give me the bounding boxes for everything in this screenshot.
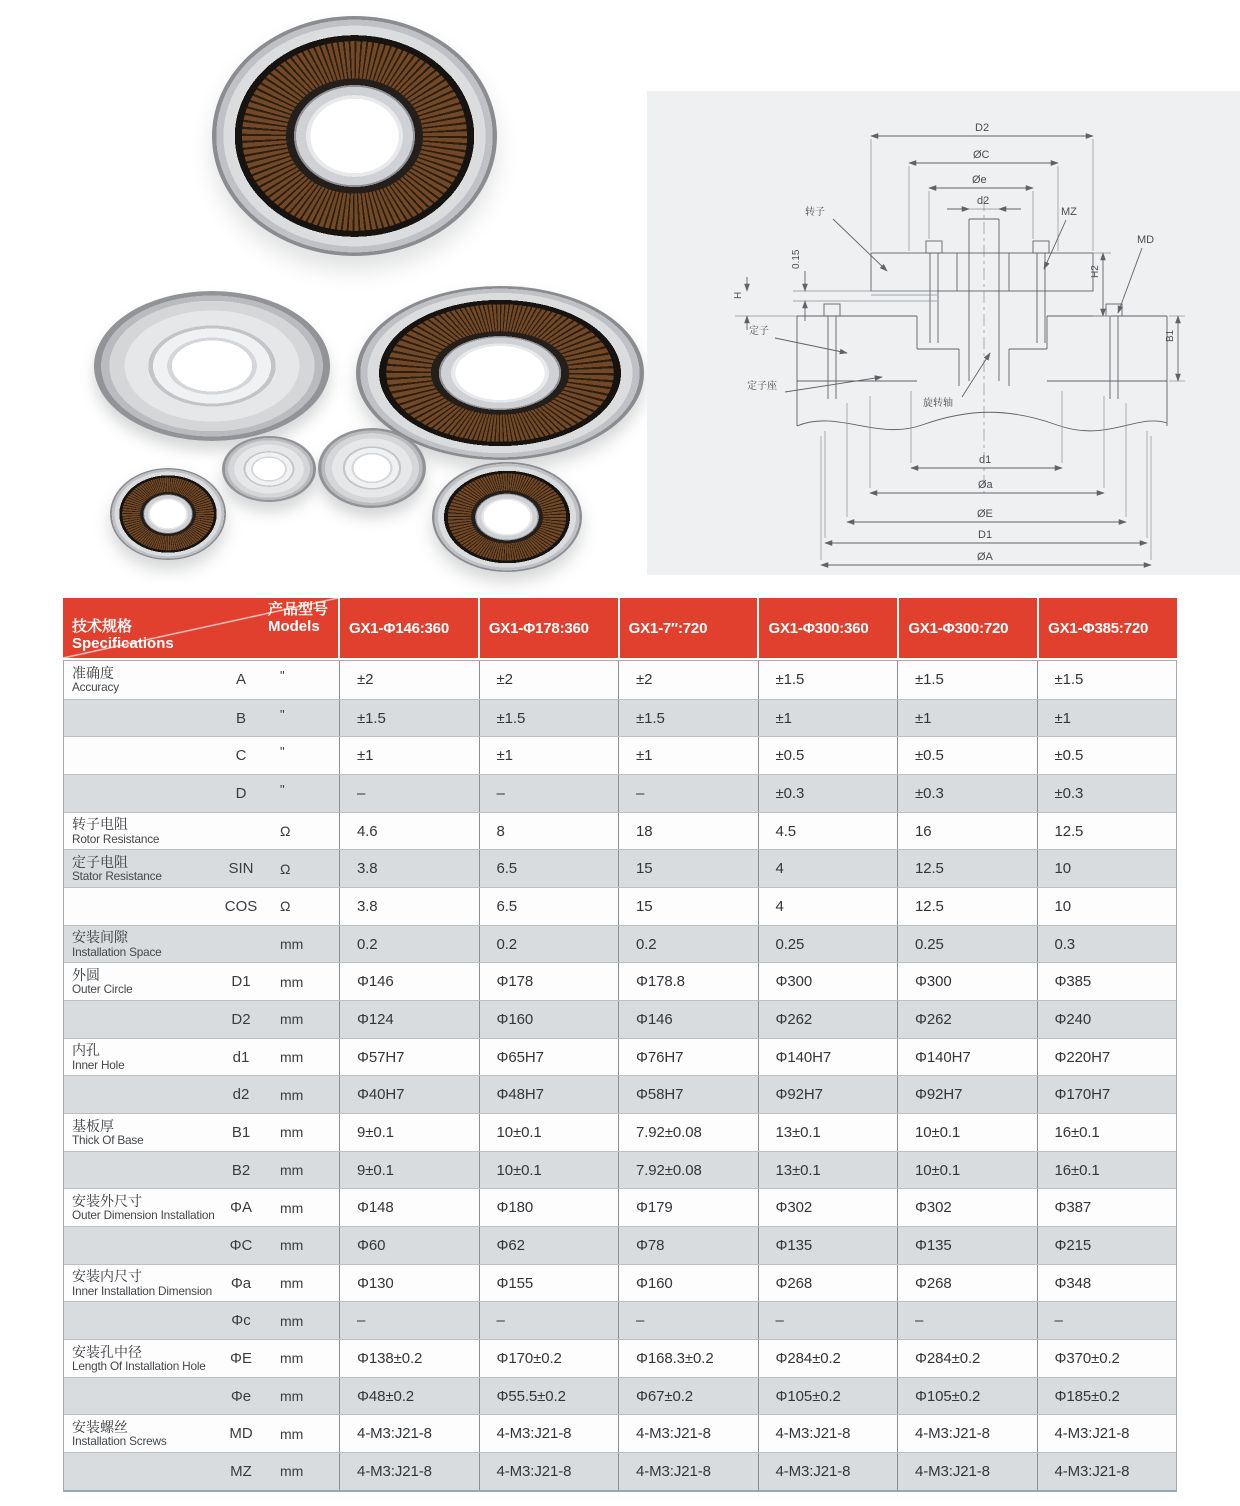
spec-value-cell: Φ146 [339, 963, 479, 1000]
row-group-label [64, 1378, 216, 1415]
row-unit: Ω [280, 823, 291, 840]
spec-value-cell: 12.5 [897, 888, 1037, 925]
row-group-label [64, 737, 216, 774]
spec-value-cell: – [339, 1302, 479, 1339]
row-unit: mm [280, 1124, 304, 1141]
row-group-label [64, 1114, 216, 1151]
spec-value-cell: Φ268 [897, 1265, 1037, 1302]
models-corner-label [268, 602, 328, 636]
model-column-header: GX1-7″:720 [618, 598, 758, 658]
dim-label-oc: ØC [973, 149, 990, 161]
spec-value-cell: Φ146 [618, 1001, 758, 1038]
row-symbol: SIN [228, 860, 254, 878]
spec-value-cell: 13±0.1 [758, 1114, 898, 1151]
table-row [64, 1075, 1176, 1113]
spec-value-cell: Φ76H7 [618, 1039, 758, 1076]
row-group-label [64, 850, 216, 887]
spec-value-cell: 16±0.1 [1037, 1152, 1177, 1189]
spec-value-cell: Φ135 [897, 1227, 1037, 1264]
spec-value-cell: 4-M3:J21-8 [618, 1415, 758, 1452]
spec-value-cell: ±1.5 [897, 661, 1037, 699]
spec-value-cell: ±1 [758, 700, 898, 737]
spec-value-cell: Φ385 [1037, 963, 1177, 1000]
row-symbol: D1 [231, 973, 251, 991]
spec-value-cell: ±1.5 [1037, 661, 1177, 699]
spec-value-cell: Φ60 [339, 1227, 479, 1264]
row-unit: mm [280, 1086, 304, 1103]
spec-value-cell: Φ130 [339, 1265, 479, 1302]
spec-value-cell: ±0.5 [758, 737, 898, 774]
row-group-label [64, 1340, 216, 1377]
row-symbol: Φa [230, 1274, 252, 1292]
table-row [64, 812, 1176, 850]
row-unit: mm [280, 1199, 304, 1216]
table-row [64, 1264, 1176, 1302]
spec-value-cell: Φ168.3±0.2 [618, 1340, 758, 1377]
dim-label-b1: B1 [1165, 329, 1176, 342]
group-label-en: Stator Resistance [72, 869, 162, 884]
row-unit: Ω [280, 860, 291, 877]
group-label-zh: 内孔 [72, 1042, 100, 1059]
stator-label: 定子 [749, 326, 769, 337]
spec-value-cell: 7.92±0.08 [618, 1114, 758, 1151]
row-symbol: B1 [231, 1123, 251, 1141]
row-symbol: ΦC [229, 1236, 253, 1254]
table-row [64, 962, 1176, 1000]
table-row [64, 1113, 1176, 1151]
spec-value-cell: Φ124 [339, 1001, 479, 1038]
dim-label-d2-top: D2 [975, 122, 990, 134]
row-group-label [64, 1227, 216, 1264]
spec-value-cell: Φ48H7 [479, 1076, 619, 1113]
rotor-label: 转子 [805, 207, 825, 218]
row-unit: mm [280, 1275, 304, 1292]
spec-value-cell: – [479, 775, 619, 812]
spec-value-cell: 16 [897, 813, 1037, 850]
row-symbol: C [235, 747, 247, 765]
spec-value-cell: ±2 [339, 661, 479, 699]
table-row [64, 925, 1176, 963]
group-label-zh: 转子电阻 [72, 816, 128, 833]
model-column-header: GX1-Φ300:360 [757, 598, 897, 658]
group-label-en: Installation Screws [72, 1434, 167, 1449]
spec-value-cell: ±1.5 [618, 700, 758, 737]
spec-value-cell: Φ170H7 [1037, 1076, 1177, 1113]
spec-value-cell: Φ138±0.2 [339, 1340, 479, 1377]
spec-value-cell: 0.3 [1037, 926, 1177, 963]
spec-value-cell: Φ148 [339, 1189, 479, 1226]
spec-value-cell: 0.2 [618, 926, 758, 963]
row-group-label [64, 1453, 216, 1490]
spec-value-cell: 0.25 [758, 926, 898, 963]
spec-value-cell: ±1.5 [339, 700, 479, 737]
table-row [64, 1452, 1176, 1490]
spec-value-cell: 8 [479, 813, 619, 850]
product-photo-disc-silver-small-1 [222, 436, 316, 502]
model-column-header: GX1-Φ146:360 [338, 598, 478, 658]
spec-value-cell: – [897, 1302, 1037, 1339]
table-row [64, 1301, 1176, 1339]
cross-section-drawing [647, 91, 1240, 575]
spec-value-cell: 4-M3:J21-8 [897, 1415, 1037, 1452]
spec-value-cell: Φ178 [479, 963, 619, 1000]
row-unit: mm [280, 1312, 304, 1329]
spec-value-cell: Φ57H7 [339, 1039, 479, 1076]
group-label-en: Rotor Resistance [72, 831, 160, 846]
dim-label-d1-inner: d1 [979, 454, 992, 466]
spec-value-cell: Φ140H7 [897, 1039, 1037, 1076]
spec-value-cell: 18 [618, 813, 758, 850]
table-row [64, 1038, 1176, 1076]
group-label-zh: 安装内尺寸 [72, 1268, 142, 1285]
spec-value-cell: 9±0.1 [339, 1114, 479, 1151]
spec-value-cell: ±1 [897, 700, 1037, 737]
spec-label-zh: 技术规格 [72, 618, 133, 636]
spec-value-cell: 4-M3:J21-8 [339, 1415, 479, 1452]
spec-value-cell: ±1 [618, 737, 758, 774]
group-label-zh: 安装间隙 [72, 929, 128, 946]
table-row [64, 661, 1176, 699]
table-row [64, 1226, 1176, 1264]
spec-value-cell: Φ300 [897, 963, 1037, 1000]
spec-value-cell: ±1 [479, 737, 619, 774]
row-symbol: MZ [230, 1462, 252, 1480]
dim-label-oe: Øe [972, 174, 987, 186]
spec-value-cell: 4.5 [758, 813, 898, 850]
spec-value-cell: Φ284±0.2 [758, 1340, 898, 1377]
installation-diagram [647, 91, 1240, 575]
row-group-label [64, 813, 216, 850]
row-unit: " [280, 744, 285, 760]
group-label-zh: 基板厚 [72, 1117, 114, 1134]
spec-value-cell: ±2 [618, 661, 758, 699]
product-photo-disc-silver-small-2 [318, 428, 426, 508]
spec-value-cell: Φ48±0.2 [339, 1378, 479, 1415]
spec-value-cell: Φ58H7 [618, 1076, 758, 1113]
spec-value-cell: – [618, 775, 758, 812]
row-symbol: ΦA [230, 1199, 252, 1217]
spec-table [63, 598, 1177, 1492]
table-row [64, 1188, 1176, 1226]
mz-screw-label: MZ [1061, 206, 1077, 218]
spec-value-cell: 7.92±0.08 [618, 1152, 758, 1189]
spec-value-cell: Φ185±0.2 [1037, 1378, 1177, 1415]
spec-value-cell: – [1037, 1302, 1177, 1339]
group-label-en: Thick Of Base [72, 1132, 144, 1147]
row-group-label [64, 1415, 216, 1452]
spec-value-cell: Φ92H7 [897, 1076, 1037, 1113]
group-label-en: Length Of Installation Hole [72, 1358, 206, 1373]
spec-value-cell: 10 [1037, 888, 1177, 925]
row-symbol: B [235, 709, 246, 727]
group-label-zh: 安装外尺寸 [72, 1192, 142, 1209]
spec-value-cell: Φ220H7 [1037, 1039, 1177, 1076]
group-label-zh: 准确度 [72, 664, 114, 681]
spec-value-cell: Φ170±0.2 [479, 1340, 619, 1377]
row-symbol: D [235, 784, 247, 802]
group-label-en: Installation Space [72, 944, 162, 959]
spec-value-cell: ±1 [339, 737, 479, 774]
row-symbol: Φc [231, 1312, 251, 1330]
product-photo-encoder-disc-large [212, 16, 497, 256]
dim-label-h: H [733, 291, 744, 299]
spec-value-cell: 10±0.1 [897, 1152, 1037, 1189]
spec-value-cell: ±1.5 [479, 700, 619, 737]
spec-value-cell: Φ67±0.2 [618, 1378, 758, 1415]
spec-value-cell: – [339, 775, 479, 812]
spec-value-cell: 16±0.1 [1037, 1114, 1177, 1151]
row-symbol: MD [229, 1425, 253, 1443]
spec-value-cell: Φ215 [1037, 1227, 1177, 1264]
row-symbol [216, 813, 266, 850]
table-row [64, 1377, 1176, 1415]
table-row [64, 736, 1176, 774]
rotation-axis-label: 旋转轴 [923, 398, 953, 409]
spec-value-cell: 6.5 [479, 850, 619, 887]
row-symbol: D2 [231, 1010, 251, 1028]
row-group-label [64, 926, 216, 963]
row-unit: mm [280, 936, 304, 953]
table-row [64, 1339, 1176, 1377]
spec-value-cell: Φ135 [758, 1227, 898, 1264]
spec-value-cell: ±2 [479, 661, 619, 699]
row-unit: mm [280, 1425, 304, 1442]
specifications-corner-label [72, 619, 174, 653]
group-label-en: Accuracy [72, 680, 119, 695]
group-label-en: Inner Hole [72, 1057, 125, 1072]
table-row [64, 1000, 1176, 1038]
row-symbol: COS [224, 897, 258, 915]
row-symbol: ΦE [230, 1349, 252, 1367]
table-row [64, 1151, 1176, 1189]
spec-value-cell: 4-M3:J21-8 [758, 1415, 898, 1452]
row-symbol: d1 [232, 1048, 250, 1066]
row-group-label [64, 1001, 216, 1038]
spec-value-cell: – [479, 1302, 619, 1339]
spec-value-cell: 3.8 [339, 888, 479, 925]
spec-value-cell: Φ40H7 [339, 1076, 479, 1113]
group-label-zh: 定子电阻 [72, 853, 128, 870]
row-unit: mm [280, 1237, 304, 1254]
product-photo-disc-brown-medium [432, 462, 582, 572]
spec-value-cell: – [758, 1302, 898, 1339]
spec-value-cell: 12.5 [897, 850, 1037, 887]
table-row [64, 849, 1176, 887]
row-group-label [64, 700, 216, 737]
row-unit: mm [280, 1049, 304, 1066]
models-label-zh: 产品型号 [267, 601, 328, 618]
spec-value-cell: Φ300 [758, 963, 898, 1000]
table-header [63, 598, 1177, 658]
spec-value-cell: 10 [1037, 850, 1177, 887]
spec-value-cell: ±0.3 [897, 775, 1037, 812]
table-row [64, 1414, 1176, 1452]
spec-value-cell: ±0.5 [1037, 737, 1177, 774]
row-group-label [64, 1039, 216, 1076]
table-row [64, 774, 1176, 812]
spec-value-cell: Φ268 [758, 1265, 898, 1302]
spec-value-cell: Φ55.5±0.2 [479, 1378, 619, 1415]
spec-value-cell: 3.8 [339, 850, 479, 887]
spec-value-cell: Φ78 [618, 1227, 758, 1264]
spec-value-cell: 15 [618, 850, 758, 887]
spec-value-cell: Φ284±0.2 [897, 1340, 1037, 1377]
dim-label-oa-cap: ØA [977, 551, 993, 563]
row-group-label [64, 661, 216, 699]
spec-value-cell: 4.6 [339, 813, 479, 850]
spec-value-cell: ±1.5 [758, 661, 898, 699]
row-unit: mm [280, 1011, 304, 1028]
spec-value-cell: 4 [758, 888, 898, 925]
spec-value-cell: Φ180 [479, 1189, 619, 1226]
spec-value-cell: Φ140H7 [758, 1039, 898, 1076]
row-unit: mm [280, 1350, 304, 1367]
row-unit: mm [280, 973, 304, 990]
spec-label-en: Specifications [72, 635, 174, 653]
spec-value-cell: 4-M3:J21-8 [479, 1415, 619, 1452]
spec-value-cell: 4-M3:J21-8 [758, 1453, 898, 1490]
spec-value-cell: Φ240 [1037, 1001, 1177, 1038]
product-photo-disc-silver-large [94, 291, 330, 441]
spec-value-cell: ±0.3 [1037, 775, 1177, 812]
spec-value-cell: Φ105±0.2 [758, 1378, 898, 1415]
row-unit: mm [280, 1388, 304, 1405]
spec-table-body [63, 660, 1177, 1492]
spec-value-cell: Φ62 [479, 1227, 619, 1264]
spec-value-cell: Φ160 [618, 1265, 758, 1302]
spec-value-cell: ±0.5 [897, 737, 1037, 774]
spec-value-cell: Φ155 [479, 1265, 619, 1302]
table-row [64, 887, 1176, 925]
spec-value-cell: 4-M3:J21-8 [479, 1453, 619, 1490]
group-label-zh: 安装孔中径 [72, 1343, 142, 1360]
dim-label-d1-cap: D1 [978, 529, 993, 541]
product-photo-disc-brown-small [110, 468, 226, 560]
spec-value-cell: 0.2 [479, 926, 619, 963]
group-label-zh: 外圆 [72, 966, 100, 983]
spec-value-cell: Φ348 [1037, 1265, 1177, 1302]
spec-value-cell: 4 [758, 850, 898, 887]
spec-value-cell: 4-M3:J21-8 [1037, 1415, 1177, 1452]
group-label-en: Outer Circle [72, 982, 133, 997]
row-symbol: B2 [231, 1161, 251, 1179]
row-group-label [64, 1076, 216, 1113]
row-unit: mm [280, 1463, 304, 1480]
spec-value-cell: 10±0.1 [897, 1114, 1037, 1151]
row-group-label [64, 1265, 216, 1302]
spec-value-cell: Φ262 [897, 1001, 1037, 1038]
spec-value-cell: 0.25 [897, 926, 1037, 963]
spec-value-cell: – [618, 1302, 758, 1339]
row-symbol: A [235, 671, 246, 689]
spec-value-cell: ±1 [1037, 700, 1177, 737]
md-screw-label: MD [1137, 234, 1155, 246]
row-unit: mm [280, 1162, 304, 1179]
table-row [64, 699, 1176, 737]
spec-value-cell: Φ65H7 [479, 1039, 619, 1076]
row-symbol: d2 [232, 1086, 250, 1104]
row-unit: " [280, 782, 285, 798]
spec-value-cell: Φ387 [1037, 1189, 1177, 1226]
spec-value-cell: Φ92H7 [758, 1076, 898, 1113]
spec-value-cell: Φ370±0.2 [1037, 1340, 1177, 1377]
spec-value-cell: Φ160 [479, 1001, 619, 1038]
spec-value-cell: Φ105±0.2 [897, 1378, 1037, 1415]
spec-value-cell: 4-M3:J21-8 [897, 1453, 1037, 1490]
table-corner-cell [63, 598, 338, 658]
spec-value-cell: 6.5 [479, 888, 619, 925]
spec-value-cell: 10±0.1 [479, 1152, 619, 1189]
model-column-header: GX1-Φ178:360 [478, 598, 618, 658]
spec-value-cell: 12.5 [1037, 813, 1177, 850]
row-group-label [64, 888, 216, 925]
stator-seat-label: 定子座 [747, 381, 777, 392]
model-column-header: GX1-Φ300:720 [897, 598, 1037, 658]
dim-label-gap: 0.15 [791, 249, 802, 269]
group-label-en: Outer Dimension Installation [72, 1208, 215, 1223]
group-label-en: Inner Installation Dimension [72, 1283, 212, 1298]
models-label-en: Models [267, 617, 320, 635]
row-group-label [64, 1152, 216, 1189]
spec-value-cell: Φ302 [897, 1189, 1037, 1226]
row-unit: " [280, 706, 285, 722]
spec-value-cell: 4-M3:J21-8 [339, 1453, 479, 1490]
spec-value-cell: Φ302 [758, 1189, 898, 1226]
row-unit: Ω [280, 898, 291, 915]
spec-value-cell: Φ178.8 [618, 963, 758, 1000]
dim-label-oe-cap: ØE [977, 508, 993, 520]
dim-label-h2: H2 [1090, 265, 1101, 278]
row-symbol [216, 926, 266, 963]
spec-value-cell: 10±0.1 [479, 1114, 619, 1151]
spec-value-cell: 13±0.1 [758, 1152, 898, 1189]
row-group-label [64, 775, 216, 812]
row-group-label [64, 1189, 216, 1226]
row-group-label [64, 1302, 216, 1339]
row-unit: " [280, 668, 285, 683]
spec-value-cell: 4-M3:J21-8 [618, 1453, 758, 1490]
spec-value-cell: ±0.3 [758, 775, 898, 812]
row-symbol: Φe [230, 1387, 252, 1405]
spec-value-cell: 4-M3:J21-8 [1037, 1453, 1177, 1490]
dim-label-d2-shaft: d2 [977, 195, 990, 207]
spec-value-cell: 0.2 [339, 926, 479, 963]
model-column-header: GX1-Φ385:720 [1037, 598, 1177, 658]
spec-value-cell: 9±0.1 [339, 1152, 479, 1189]
spec-value-cell: Φ262 [758, 1001, 898, 1038]
row-group-label [64, 963, 216, 1000]
spec-value-cell: 15 [618, 888, 758, 925]
spec-value-cell: Φ179 [618, 1189, 758, 1226]
group-label-zh: 安装螺丝 [72, 1418, 128, 1435]
dim-label-oa-inner: Øa [978, 479, 993, 491]
